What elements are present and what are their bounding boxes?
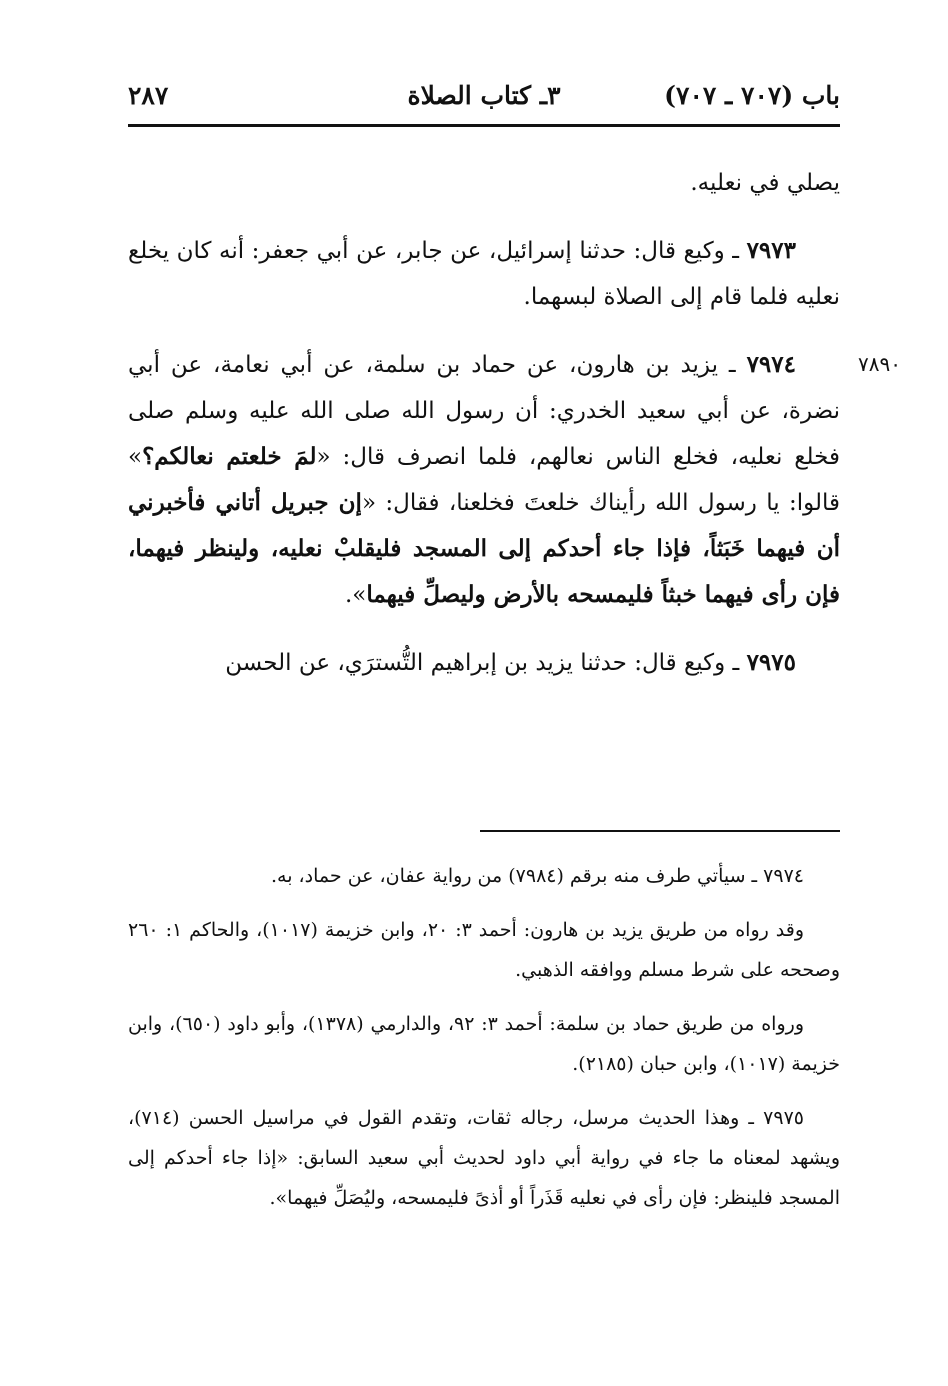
hadith-7975 xyxy=(128,640,840,686)
running-header xyxy=(128,78,840,118)
footnote-separator xyxy=(480,830,840,832)
hadith-number: ٧٩٧٤ xyxy=(746,351,796,378)
footnote-7975: ٧٩٧٥ ـ وهذا الحديث مرسل، رجاله ثقات، وتقدم القول في مراسيل الحسن (٧١٤)، ويشهد لمعناه ما جاء في رواية أبي داود لحديث أبي سعيد السابق: «إذا جاء أحدكم إلى المسجد فلينظر: فإن رأى في نعليه قَذَراً أو أذىً فليمسحه، وليُصَلِّ فيهما». xyxy=(128,1107,840,1209)
book-title: ٣ـ كتاب الصلاة xyxy=(407,81,561,110)
hadith-text: ـ وكيع قال: حدثنا إسرائيل، عن جابر، عن أبي جعفر: أنه كان يخلع نعليه فلما قام إلى الصلاة لبسهما. xyxy=(128,238,840,310)
footnote-7974-sources: وقد رواه من طريق يزيد بن هارون: أحمد ٣: ٢٠، وابن خزيمة (١٠١٧)، والحاكم ١: ٢٦٠ وصححه على شرط مسلم ووافقه الذهبي. xyxy=(128,919,840,981)
continuation-paragraph: يصلي في نعليه. xyxy=(690,170,840,196)
hadith-7974 xyxy=(128,342,840,618)
hadith-number: ٧٩٧٣ xyxy=(746,237,796,264)
footnote-7974: ٧٩٧٤ ـ سيأتي طرف منه برقم (٧٩٨٤) من رواية عفان، عن حماد، به. xyxy=(271,865,804,887)
footnote-7974-sources-2: ورواه من طريق حماد بن سلمة: أحمد ٣: ٩٢، والدارمي (١٣٧٨)، وأبو داود (٦٥٠)، وابن خزيمة (١٠١٧)، وابن حبان (٢١٨٥). xyxy=(128,1013,840,1075)
hadith-text: ـ يزيد بن هارون، عن حماد بن سلمة، عن أبي نعامة، عن أبي نضرة، عن أبي سعيد الخدري: أن رسول الله صلى الله عليه وسلم صلى فخلع نعليه، فخلع الناس نعالهم، فلما انصرف قال: « xyxy=(128,352,840,470)
hadith-text: ». xyxy=(344,582,367,608)
prophetic-quote: إن جبريل أتاني فأخبرني أن فيهما خَبَثاً، فإذا جاء أحدكم إلى المسجد فليقلبْ نعليه، ولينظر فيهما، فإن رأى فيهما خبثاً فليمسحه بالأرض وليصلِّ فيهما xyxy=(128,489,840,608)
hadith-text: » قالوا: يا رسول الله رأيناك خلعتَ فخلعنا، فقال: « xyxy=(128,444,841,516)
prophetic-quote: لمَ خلعتم نعالكم؟ xyxy=(142,443,317,470)
page-number: ٢٨٧ xyxy=(128,81,169,110)
chapter-heading: باب (٧٠٧ ـ ٧٠٧) xyxy=(664,81,840,110)
main-text xyxy=(128,160,840,708)
hadith-7973 xyxy=(128,228,840,320)
hadith-number: ٧٩٧٥ xyxy=(746,649,796,676)
margin-reference-number: ٧٨٩٠ xyxy=(858,352,901,376)
header-rule xyxy=(128,124,840,127)
footnotes xyxy=(128,856,840,1232)
hadith-text: ـ وكيع قال: حدثنا يزيد بن إبراهيم التُّسترَي، عن الحسن xyxy=(225,650,747,676)
